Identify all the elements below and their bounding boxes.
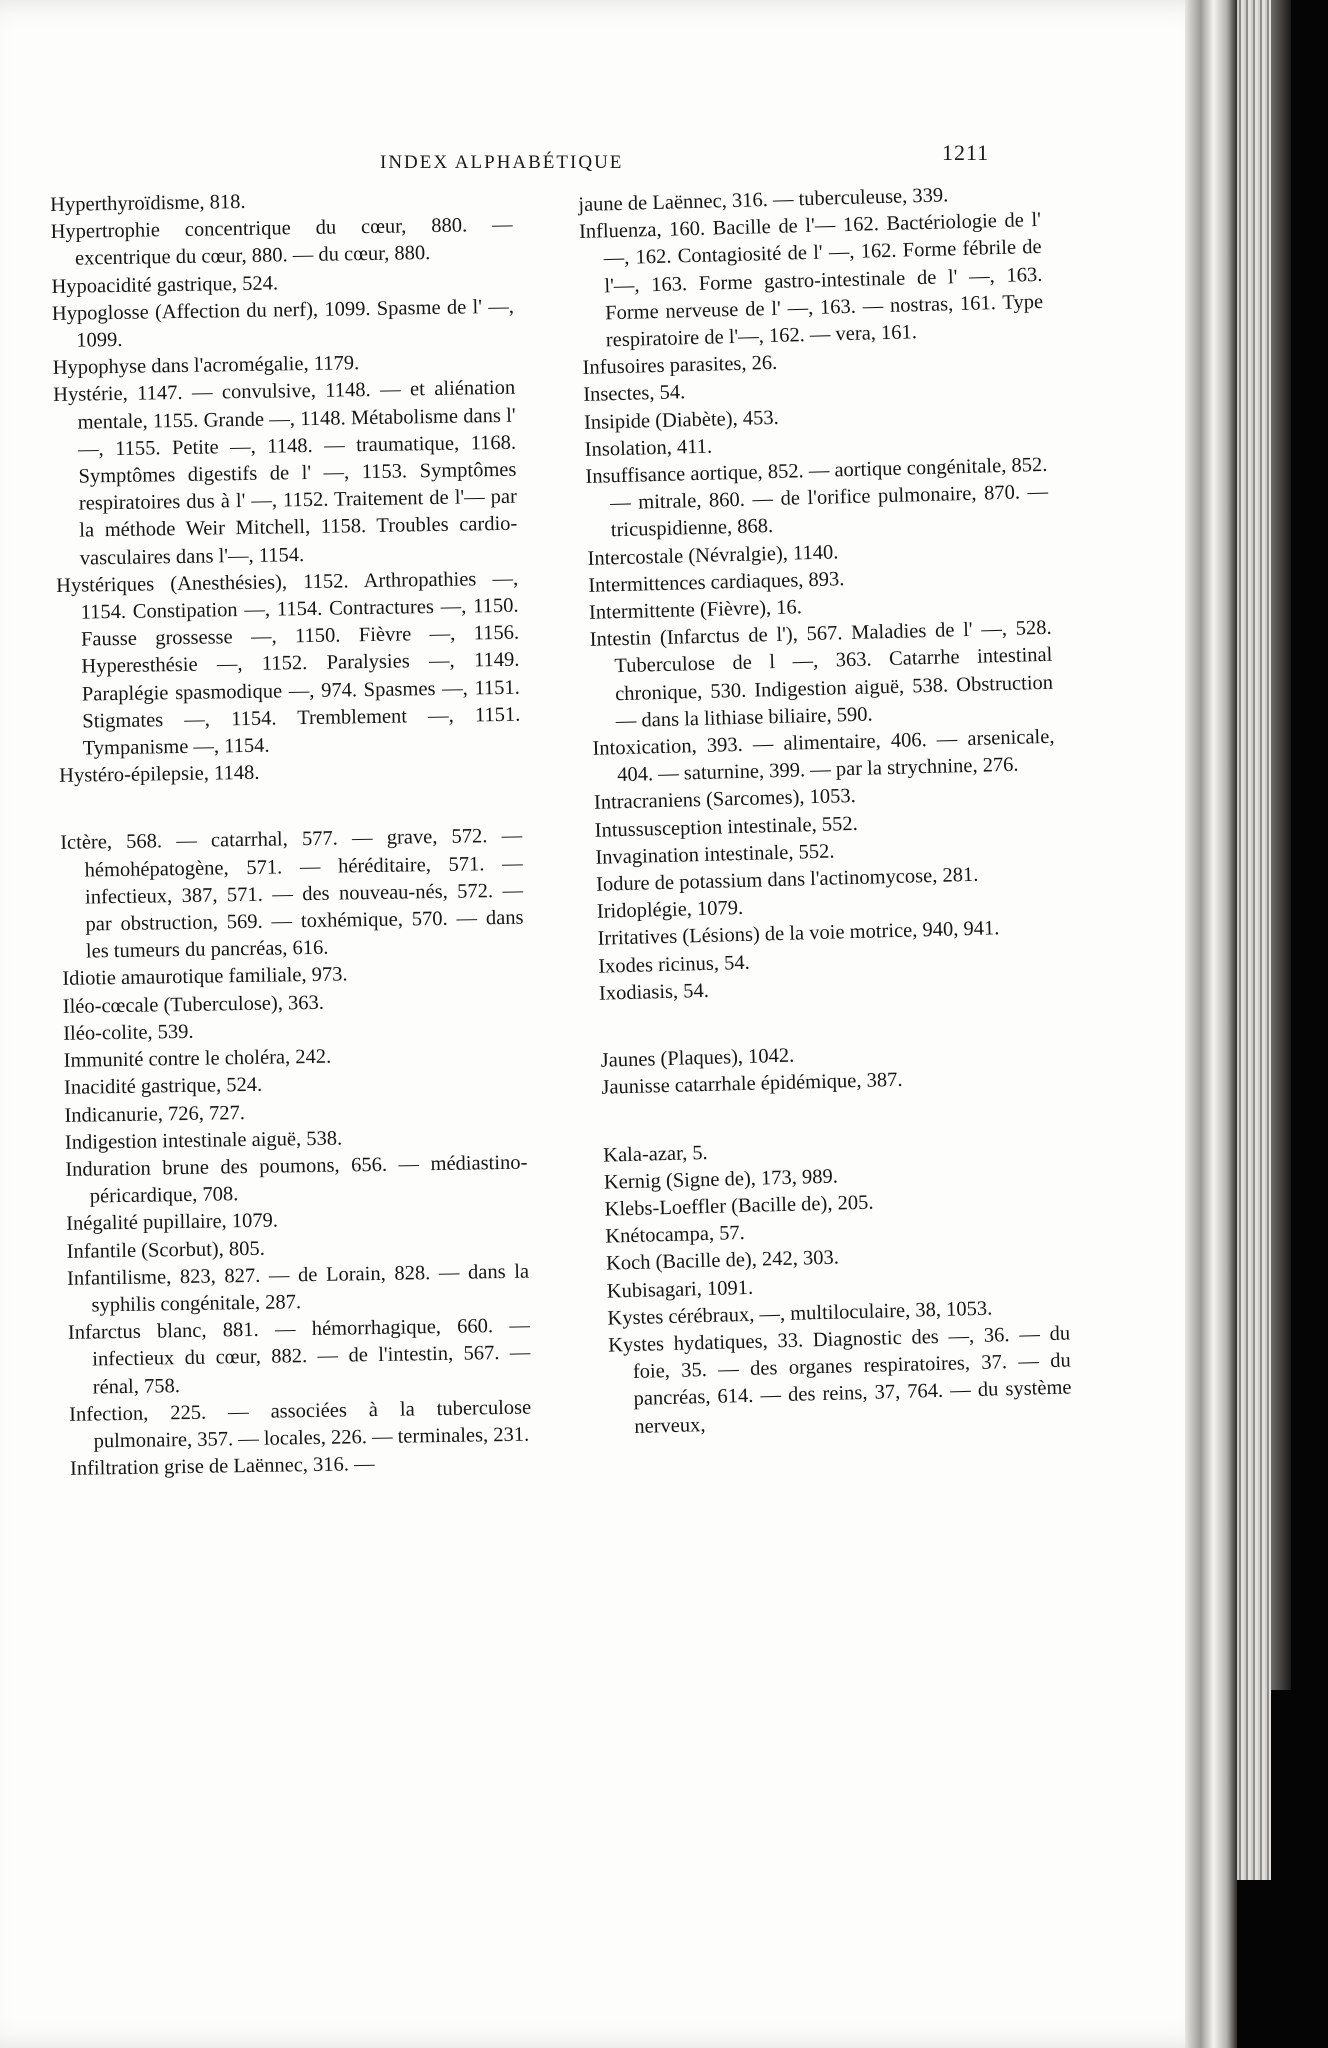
- index-entry: Insuffisance aortique, 852. — aortique congénitale, 852. — mitrale, 860. — de l'orifice pulmonaire, 870. — tricuspidienne, 868.: [585, 453, 1049, 542]
- index-entry: Infarctus blanc, 881. — hémorrhagique, 660. — infectieux du cœur, 882. — de l'intestin, 567. — rénal, 758.: [67, 1314, 531, 1399]
- index-entry: Invagination intestinale, 552.: [595, 840, 835, 869]
- index-entry: Iléo-cœcale (Tuberculose), 363.: [62, 991, 325, 1018]
- index-entry: Hystéro-épilepsie, 1148.: [59, 762, 260, 788]
- index-entry: Infantilisme, 823, 827. — de Lorain, 828. — dans la syphilis congénitale, 287.: [66, 1260, 530, 1317]
- index-entry: Inacidité gastrique, 524.: [63, 1074, 263, 1100]
- index-entry: Hypertrophie concentrique du cœur, 880. — excentrique du cœur, 880. — du cœur, 880.: [50, 213, 513, 271]
- page-number: 1211: [942, 140, 990, 165]
- index-entry: Kernig (Signe de), 173, 989.: [603, 1165, 839, 1194]
- index-entry: Hystérie, 1147. — convulsive, 1148. — et aliénation mentale, 1155. Grande —, 1148. Métabolisme dans l' —, 1155. Petite —, 1148. — traumatique, 1168. Symptômes digestifs de l' —, 1153. Symptômes respiratoires dus à l' —, 1152. Traitement de l'— par la méthode Weir Mitchell, 1158. Troubles cardio-vasculaires dans l'—, 1154.: [53, 377, 518, 570]
- index-entry: Iléo-colite, 539.: [63, 1020, 194, 1045]
- book-shadow: [1271, 0, 1291, 1690]
- index-entry: Intoxication, 393. — alimentaire, 406. — arsenicale, 404. — saturnine, 399. — par la strychnine, 276.: [592, 725, 1055, 787]
- running-title: INDEX ALPHABÉTIQUE: [380, 152, 624, 173]
- index-entry: Hyperthyroïdisme, 818.: [50, 190, 246, 216]
- page-edges: [1237, 0, 1271, 1880]
- index-entry: Kubisagari, 1091.: [606, 1276, 754, 1303]
- index-entry: Infiltration grise de Laënnec, 316. —: [69, 1453, 375, 1480]
- index-entry: Intermittences cardiaques, 893.: [588, 568, 845, 597]
- index-entry: Kala-azar, 5.: [602, 1141, 708, 1167]
- index-entry: Intestin (Infarctus de l'), 567. Maladies de l' —, 528. Tuberculose de l —, 363. Catarrhe intestinal chronique, 530. Indigestion aiguë, 538. Obstruction — dans la lithiase biliaire, 590.: [589, 617, 1054, 733]
- index-entry: Induration brune des poumons, 656. — médiastino-péricardique, 708.: [65, 1151, 528, 1208]
- index-entry: Knétocampa, 57.: [605, 1222, 746, 1248]
- index-entry: Klebs-Loeffler (Bacille de), 205.: [604, 1191, 874, 1221]
- index-entry: Kystes hydatiques, 33. Diagnostic des —, 36. — du foie, 35. — des organes respiratoires, 37. — du pancréas, 614. — des reins, 37, 764. — du système nerveux,: [607, 1322, 1072, 1438]
- index-entry: Immunité contre le choléra, 242.: [63, 1045, 332, 1072]
- index-entry: Insectes, 54.: [583, 381, 686, 407]
- index-entry: Koch (Bacille de), 242, 303.: [605, 1246, 840, 1275]
- book-gutter: [1185, 0, 1237, 2048]
- index-entry: Hypoacidité gastrique, 524.: [51, 272, 279, 298]
- index-entry: Indicanurie, 726, 727.: [64, 1101, 246, 1127]
- index-entry: Inégalité pupillaire, 1079.: [66, 1209, 279, 1236]
- index-entry: Ictère, 568. — catarrhal, 577. — grave, 572. — hémohépatogène, 571. — héréditaire, 571. — infectieux, 387, 571. — des nouveau-nés, 572. — par obstruction, 569. — toxhémique, 570. — dans les tumeurs du pancréas, 616.: [60, 825, 524, 963]
- index-entry: Influenza, 160. Bacille de l'— 162. Bactériologie de l' —, 162. Contagiosité de l' —, 162. Forme fébrile de l'—, 163. Forme gastro-intestinale de l' —, 163. Forme nerveuse de l' —, 163. — nostras, 161. Type respiratoire de l'—, 162. — vera, 161.: [578, 209, 1044, 352]
- index-entry: Intussusception intestinale, 552.: [594, 812, 858, 842]
- index-column-left: [50, 185, 532, 1483]
- index-entry: Intercostale (Névralgie), 1140.: [587, 540, 839, 570]
- index-entry: Jaunisse catarrhale épidémique, 387.: [601, 1069, 903, 1099]
- index-entry: Ixodes ricinus, 54.: [597, 951, 750, 978]
- index-entry: Indigestion intestinale aiguë, 538.: [64, 1127, 343, 1154]
- index-entry: Kystes cérébraux, —, multiloculaire, 38, 1053.: [607, 1297, 993, 1330]
- index-entry: Infantile (Scorbut), 805.: [66, 1237, 265, 1263]
- index-entry: Intracraniens (Sarcomes), 1053.: [593, 785, 857, 815]
- index-entry: Intermittente (Fièvre), 16.: [588, 596, 803, 624]
- index-entry: Infusoires parasites, 26.: [582, 352, 778, 380]
- index-entry: Jaunes (Plaques), 1042.: [600, 1044, 795, 1072]
- index-entry: Infection, 225. — associées à la tuberculose pulmonaire, 357. — locales, 226. — terminales, 231.: [69, 1396, 532, 1453]
- index-column-right: [578, 180, 1073, 1441]
- index-entry: jaune de Laënnec, 316. — tuberculeuse, 339.: [578, 184, 949, 216]
- index-entry: Insipide (Diabète), 453.: [583, 406, 779, 434]
- index-entry: Hypoglosse (Affection du nerf), 1099. Spasme de l' —, 1099.: [51, 295, 515, 352]
- index-entry: Insolation, 411.: [584, 435, 713, 461]
- index-entry: Idiotie amaurotique familiale, 973.: [62, 963, 348, 991]
- index-entry: Iodure de potassium dans l'actinomycose, 281.: [595, 863, 979, 896]
- index-entry: Irritatives (Lésions) de la voie motrice, 940, 941.: [597, 917, 1000, 951]
- index-entry: Hypophyse dans l'acromégalie, 1179.: [52, 352, 360, 380]
- index-entry: Hystériques (Anesthésies), 1152. Arthropathies —, 1154. Constipation —, 1154. Contractures —, 1150. Fausse grossesse —, 1150. Fièvre —, 1156. Hyperesthésie —, 1152. Paralysies —, 1149. Paraplégie spasmodique —, 974. Spasmes —, 1151. Stigmates —, 1154. Tremblement —, 1151. Tympanisme —, 1154.: [56, 567, 521, 760]
- index-entry: Ixodiasis, 54.: [598, 979, 710, 1005]
- index-entry: Iridoplégie, 1079.: [596, 897, 744, 924]
